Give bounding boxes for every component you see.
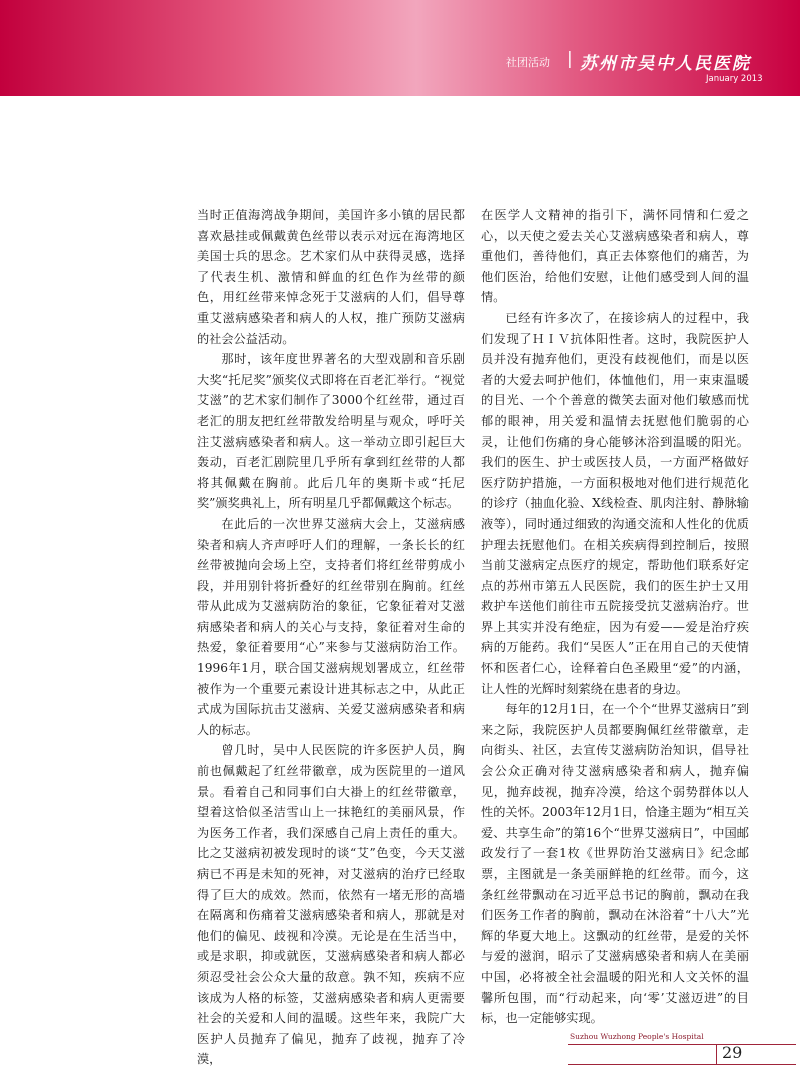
article-paragraph: 在此后的一次世界艾滋病大会上，艾滋病感染者和病人齐声呼吁人们的理解，一条长长的红丝带被抛向会场上空，支持者们将红丝带剪成小段，并用别针将折叠好的红丝带别在胸前。红丝带从此成为艾滋病防治的象征，它象征着对艾滋病感染者和病人的关心与支持，象征着对生命的热爱，象征着要用“心”来参与艾滋病防治工作。1996年1月，联合国艾滋病规划署成立，红丝带被作为一个重要元素设计进其标志之中，从此正式成为国际抗击艾滋病、关爱艾滋病感染者和病人的标志。 [197, 516, 465, 737]
article-paragraph: 每年的12月1日，在一个个“世界艾滋病日”到来之际，我院医护人员都要胸佩红丝带徽章，走向街头、社区，去宣传艾滋病防治知识，倡导社会公众正确对待艾滋病感染者和病人，抛弃偏见，抛弃歧视，抛弃冷漠，给这个弱势群体以人性的关怀。2003年12月1日，恰逢主题为“相互关爱、共享生命”的第16个“世界艾滋病日”，中国邮政发行了一套1枚《世界防治艾滋病日》纪念邮票，主图就是一条美丽鲜艳的红丝带。而今，这条红丝带飘动在习近平总书记的胸前，飘动在我们医务工作者的胸前，飘动在沐浴着“十八大”光辉的华夏大地上。这飘动的红丝带，是爱的关怀与爱的滋润，昭示了艾滋病感染者和病人在美丽中国，必将被全社会温暖的阳光和人文关怀的温馨所包围，而“行动起来，向‘零’艾滋迈进”的目标，也一定能够实现。 [481, 702, 749, 1026]
hospital-logo-text: 苏州市吴中人民医院 [580, 54, 751, 74]
footer-divider-top [568, 1044, 796, 1045]
footer-divider-bottom [568, 1064, 796, 1065]
footer-publication: Suzhou Wuzhong People's Hospital [570, 1032, 704, 1041]
article-paragraph: 曾几时，吴中人民医院的许多医护人员，胸前也佩戴起了红丝带徽章，成为医院里的一道风景。看着自己和同事们白大褂上的红丝带徽章，望着这恰似圣洁雪山上一抹艳红的美丽风景，作为医务工作者，我们深感自己肩上责任的重大。比之艾滋病初被发现时的谈“艾”色变，今天艾滋病已不再是未知的死神，对艾滋病的治疗已经取得了巨大的成效。然而，依然有一堵无形的高墙在隔离和伤痛着艾滋病感染者和病人，那就是对他们的偏见、歧视和冷漠。无论是在生活当中，或是求职，抑或就医，艾滋病感染者和病人都必须忍受社会公众大量的敌意。孰不知，疾病不应该成为人格的标签，艾滋病感染者和病人更需要社会的关爱和人间的温暖。这些年来，我院广大医护人员抛弃了偏见，抛弃了歧视，抛弃了冷漠， [197, 743, 465, 1067]
header-separator: | [567, 49, 573, 69]
article-left-column [197, 205, 465, 1070]
article-right-column [481, 205, 749, 1029]
article-paragraph: 当时正值海湾战争期间，美国许多小镇的居民都喜欢悬挂或佩戴黄色丝带以表示对远在海湾地区美国士兵的思念。艺术家们从中获得灵感，选择了代表生机、激情和鲜血的红色作为丝带的颜色，用红丝带来悼念死于艾滋病的人们，倡导尊重艾滋病感染者和病人的人权，推广预防艾滋病的社会公益活动。 [197, 208, 465, 346]
article-paragraph: 在医学人文精神的指引下，满怀同情和仁爱之心，以天使之爱去关心艾滋病感染者和病人，尊重他们，善待他们，真正去体察他们的痛苦，为他们医治，给他们安慰，让他们感受到人间的温情。 [481, 208, 749, 305]
issue-date: January 2013 [706, 74, 763, 84]
footer-divider-tick [716, 1044, 717, 1064]
section-label: 社团活动 [506, 56, 550, 69]
article-paragraph: 已经有许多次了，在接诊病人的过程中，我们发现了ＨＩＶ抗体阳性者。这时，我院医护人员并没有抛弃他们，更没有歧视他们，而是以医者的大爱去呵护他们，体恤他们，用一束束温暖的目光、一个个善意的微笑去面对他们敏感而忧郁的眼神，用关爱和温情去抚慰他们脆弱的心灵，让他们伤痛的身心能够沐浴到温暖的阳光。我们的医生、护士或医技人员，一方面严格做好医疗防护措施，一方面积极地对他们进行规范化的诊疗（抽血化验、X线检查、肌肉注射、静脉输液等），同时通过细致的沟通交流和人性化的优质护理去抚慰他们。在相关疾病得到控制后，按照当前艾滋病定点医疗的规定，帮助他们联系好定点的苏州市第五人民医院，我们的医生护士又用救护车送他们前往市五院接受抗艾滋病治疗。世界上其实并没有绝症，因为有爱——爱是治疗疾病的万能药。我们“吴医人”正在用自己的天使情怀和医者仁心，诠释着白色圣殿里“爱”的内涵，让人性的光辉时刻萦绕在患者的身边。 [481, 310, 749, 696]
page-number: 29 [722, 1043, 743, 1062]
article-paragraph: 那时，该年度世界著名的大型戏剧和音乐剧大奖“托尼奖”颁奖仪式即将在百老汇举行。“视觉艾滋”的艺术家们制作了3000个红丝带，通过百老汇的朋友把红丝带散发给明星与观众，呼吁关注艾滋病感染者和病人。这一举动立即引起巨大轰动，百老汇剧院里几乎所有拿到红丝带的人都将其佩戴在胸前。此后几年的奥斯卡或“托尼奖”颁奖典礼上，所有明星几乎都佩戴这个标志。 [197, 352, 465, 511]
header-banner [0, 0, 800, 96]
